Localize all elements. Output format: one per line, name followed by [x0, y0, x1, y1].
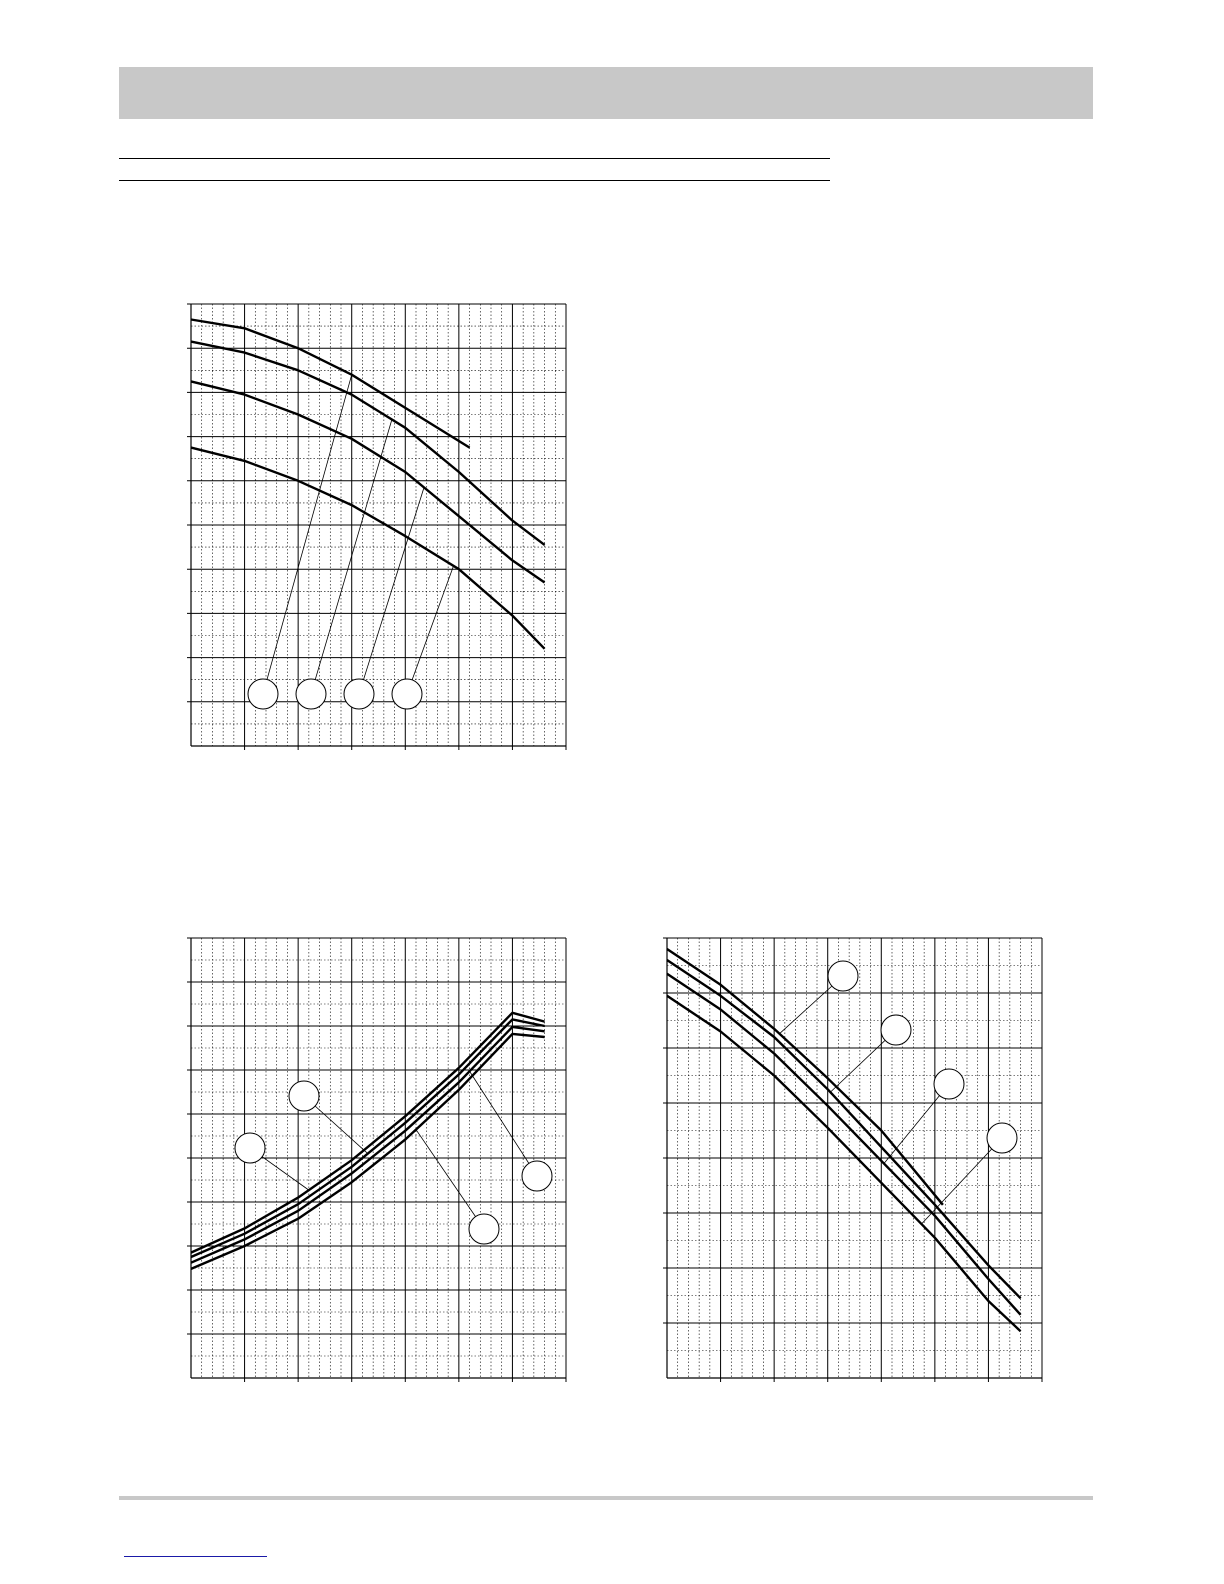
callout-circle-4: [987, 1123, 1017, 1153]
header-band: [119, 67, 1093, 119]
series-line-3: [191, 381, 545, 582]
callout-circle-3: [934, 1069, 964, 1099]
rising-curve-chart: [191, 938, 566, 1378]
callout-circle-2: [296, 679, 326, 709]
callout-leader-3: [470, 1071, 537, 1176]
section-rule-top: [119, 158, 830, 159]
pump-curve-chart: [191, 304, 566, 746]
callout-leader-4: [416, 1130, 484, 1229]
callout-circle-3: [522, 1161, 552, 1191]
callout-circle-4: [469, 1214, 499, 1244]
callout-circle-4: [392, 679, 422, 709]
callout-leader-1: [263, 375, 352, 694]
series-line-4: [191, 448, 545, 649]
series-line-4: [667, 996, 1021, 1332]
callout-leader-4: [921, 1138, 1002, 1224]
falling-curve-chart: [667, 938, 1042, 1378]
callout-circle-1: [235, 1133, 265, 1163]
footer-band: [119, 1496, 1093, 1500]
footer-link-underline[interactable]: [124, 1556, 267, 1557]
callout-circle-1: [248, 679, 278, 709]
callout-circle-3: [344, 679, 374, 709]
callout-leader-4: [407, 566, 454, 694]
callout-circle-2: [881, 1015, 911, 1045]
callout-circle-2: [289, 1081, 319, 1111]
section-rule-bottom: [119, 180, 830, 181]
callout-leader-3: [359, 487, 424, 694]
callout-circle-1: [828, 961, 858, 991]
series-line-2: [667, 960, 1021, 1298]
